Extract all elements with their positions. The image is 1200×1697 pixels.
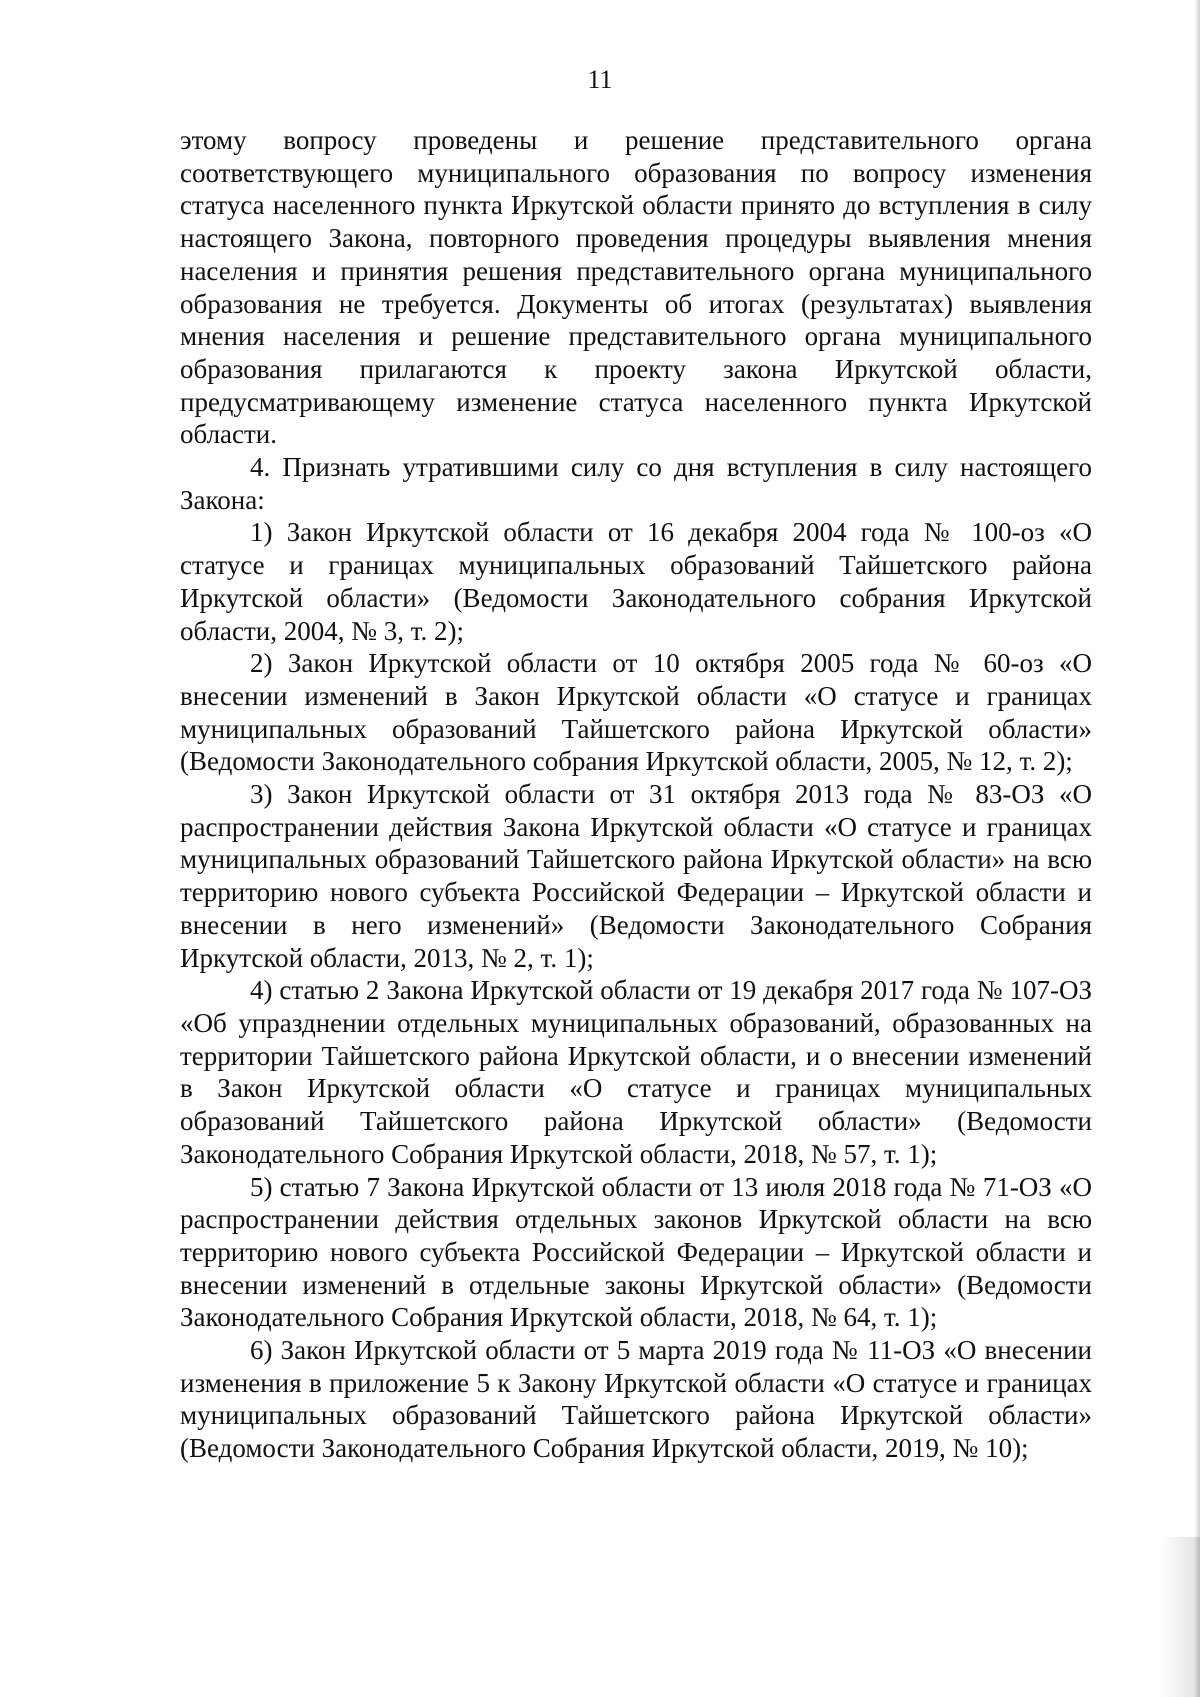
document-body [180, 124, 1092, 1465]
paragraph-subitem-3: 3) Закон Иркутской области от 31 октября 2013 года № 83-ОЗ «О распространении действия Закона Иркутской области «О статусе и границах муниципальных образований Тайшетского района Иркутской области» на всю территорию нового субъекта Российской Федерации – Иркутской области и внесении в него изменений» (Ведомости Законодательного Собрания Иркутской области, 2013, № 2, т. 1); [180, 779, 1092, 973]
paragraph-subitem-5: 5) статью 7 Закона Иркутской области от 13 июля 2018 года № 71-ОЗ «О распространении действия отдельных законов Иркутской области на всю территорию нового субъекта Российской Федерации – Иркутской области и внесении изменений в отдельные законы Иркутской области» (Ведомости Законодательного Собрания Иркутской области, 2018, № 64, т. 1); [180, 1171, 1092, 1333]
paragraph-item-4: 4. Признать утратившими силу со дня вступления в силу настоящего Закона: [180, 452, 1092, 515]
paragraph-subitem-2: 2) Закон Иркутской области от 10 октября 2005 года № 60-оз «О внесении изменений в Закон Иркутской области «О статусе и границах муниципальных образований Тайшетского района Иркутской области» (Ведомости Законодательного собрания Иркутской области, 2005, № 12, т. 2); [180, 648, 1092, 777]
scan-corner-shadow [1160, 1537, 1200, 1697]
paragraph-continuation: этому вопросу проведены и решение представительного органа соответствующего муниципального образования по вопросу изменения статуса населенного пункта Иркутской области принято до вступления в силу настоящего Закона, повторного проведения процедуры выявления мнения населения и принятия решения представительного органа муниципального образования не требуется. Документы об итогах (результатах) выявления мнения населения и решение представительного органа муниципального образования прилагаются к проекту закона Иркутской области, предусматривающему изменение статуса населенного пункта Иркутской области. [180, 125, 1092, 450]
paragraph-subitem-4: 4) статью 2 Закона Иркутской области от 19 декабря 2017 года № 107-ОЗ «Об упразднении отдельных муниципальных образований, образованных на территории Тайшетского района Иркутской области, и о внесении изменений в Закон Иркутской области «О статусе и границах муниципальных образований Тайшетского района Иркутской области» (Ведомости Законодательного Собрания Иркутской области, 2018, № 57, т. 1); [180, 975, 1092, 1169]
paragraph-subitem-1: 1) Закон Иркутской области от 16 декабря 2004 года № 100-оз «О статусе и границах муниципальных образований Тайшетского района Иркутской области» (Ведомости Законодательного собрания Иркутской области, 2004, № 3, т. 2); [180, 517, 1092, 646]
paragraph-subitem-6: 6) Закон Иркутской области от 5 марта 2019 года № 11-ОЗ «О внесении изменения в приложение 5 к Закону Иркутской области «О статусе и границах муниципальных образований Тайшетского района Иркутской области» (Ведомости Законодательного Собрания Иркутской области, 2019, № 10); [180, 1335, 1092, 1464]
scan-edge-shadow [1194, 0, 1200, 1697]
page-number: 11 [587, 65, 613, 94]
